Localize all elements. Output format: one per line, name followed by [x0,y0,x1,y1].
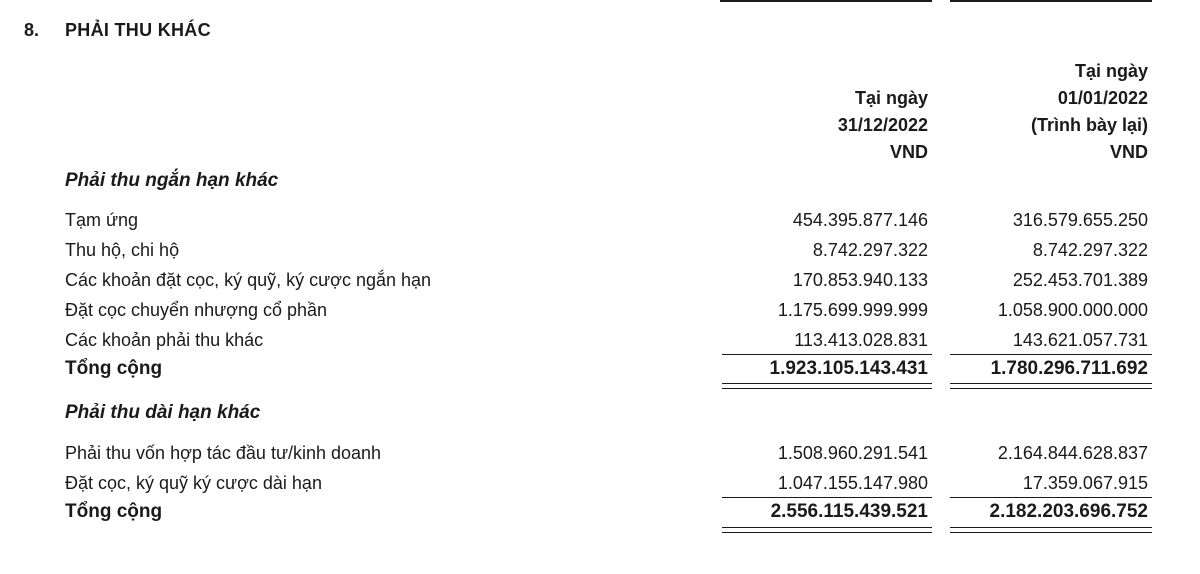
top-rule-col2 [950,0,1152,2]
column-header-date: 31/12/2022 [837,115,928,135]
column-header-note: (Trình bày lại) [1030,115,1148,135]
section-number: 8. [24,20,40,40]
row-value-2021: 143.621.057.731 [1012,330,1148,350]
double-rule-col2 [950,527,1152,533]
row-value-2022: 170.853.940.133 [792,270,928,290]
row-label: Các khoản đặt cọc, ký quỹ, ký cược ngắn hạn [65,270,432,290]
row-value-2022: 1.508.960.291.541 [777,443,928,463]
top-rule-col1 [720,0,932,2]
row-label: Phải thu vốn hợp tác đầu tư/kinh doanh [65,443,382,463]
total-label: Tổng cộng [65,501,163,522]
row-value-2022: 8.742.297.322 [812,240,928,260]
row-value-2022: 113.413.028.831 [794,330,928,350]
double-rule-col2 [950,383,1152,389]
row-label: Thu hộ, chi hộ [65,240,180,260]
section-title: PHẢI THU KHÁC [65,20,211,40]
double-rule-col1 [722,383,932,389]
table-row [0,270,1200,298]
subtotal-rule-col1 [722,497,932,498]
row-label: Các khoản phải thu khác [65,330,264,350]
column-header-date: 01/01/2022 [1057,88,1148,108]
table-row [0,300,1200,328]
row-label: Đặt cọc, ký quỹ ký cược dài hạn [65,473,322,493]
row-value-2021: 316.579.655.250 [1012,210,1148,230]
column-header-line: Tại ngày [854,88,928,108]
total-value-2021: 2.182.203.696.752 [989,501,1148,522]
row-value-2022: 454.395.877.146 [792,210,928,230]
row-value-2021: 252.453.701.389 [1012,270,1148,290]
row-label: Đặt cọc chuyển nhượng cổ phần [65,300,328,320]
column-header-2022 [838,85,928,166]
row-value-2021: 2.164.844.628.837 [997,443,1148,463]
table-row [0,240,1200,268]
column-header-unit: VND [889,142,928,162]
row-label: Tạm ứng [65,210,139,230]
row-value-2022: 1.047.155.147.980 [777,473,928,493]
row-value-2021: 17.359.067.915 [1022,473,1148,493]
row-value-2021: 1.058.900.000.000 [997,300,1148,320]
column-header-line: Tại ngày [1074,61,1148,81]
table-row [0,210,1200,238]
table-row [0,443,1200,471]
total-label: Tổng cộng [65,358,163,379]
subtotal-rule-col2 [950,497,1152,498]
total-row [0,358,1200,386]
total-value-2022: 2.556.115.439.521 [770,501,928,522]
total-value-2021: 1.780.296.711.692 [990,358,1148,379]
subtotal-rule-col2 [950,354,1152,355]
total-row [0,501,1200,529]
subtotal-rule-col1 [722,354,932,355]
row-value-2021: 8.742.297.322 [1032,240,1148,260]
long-term-heading: Phải thu dài hạn khác [65,402,261,423]
double-rule-col1 [722,527,932,533]
total-value-2022: 1.923.105.143.431 [769,358,928,379]
column-header-2021 [1031,58,1148,166]
row-value-2022: 1.175.699.999.999 [777,300,928,320]
short-term-heading: Phải thu ngắn hạn khác [65,170,279,191]
column-header-unit: VND [1109,142,1148,162]
